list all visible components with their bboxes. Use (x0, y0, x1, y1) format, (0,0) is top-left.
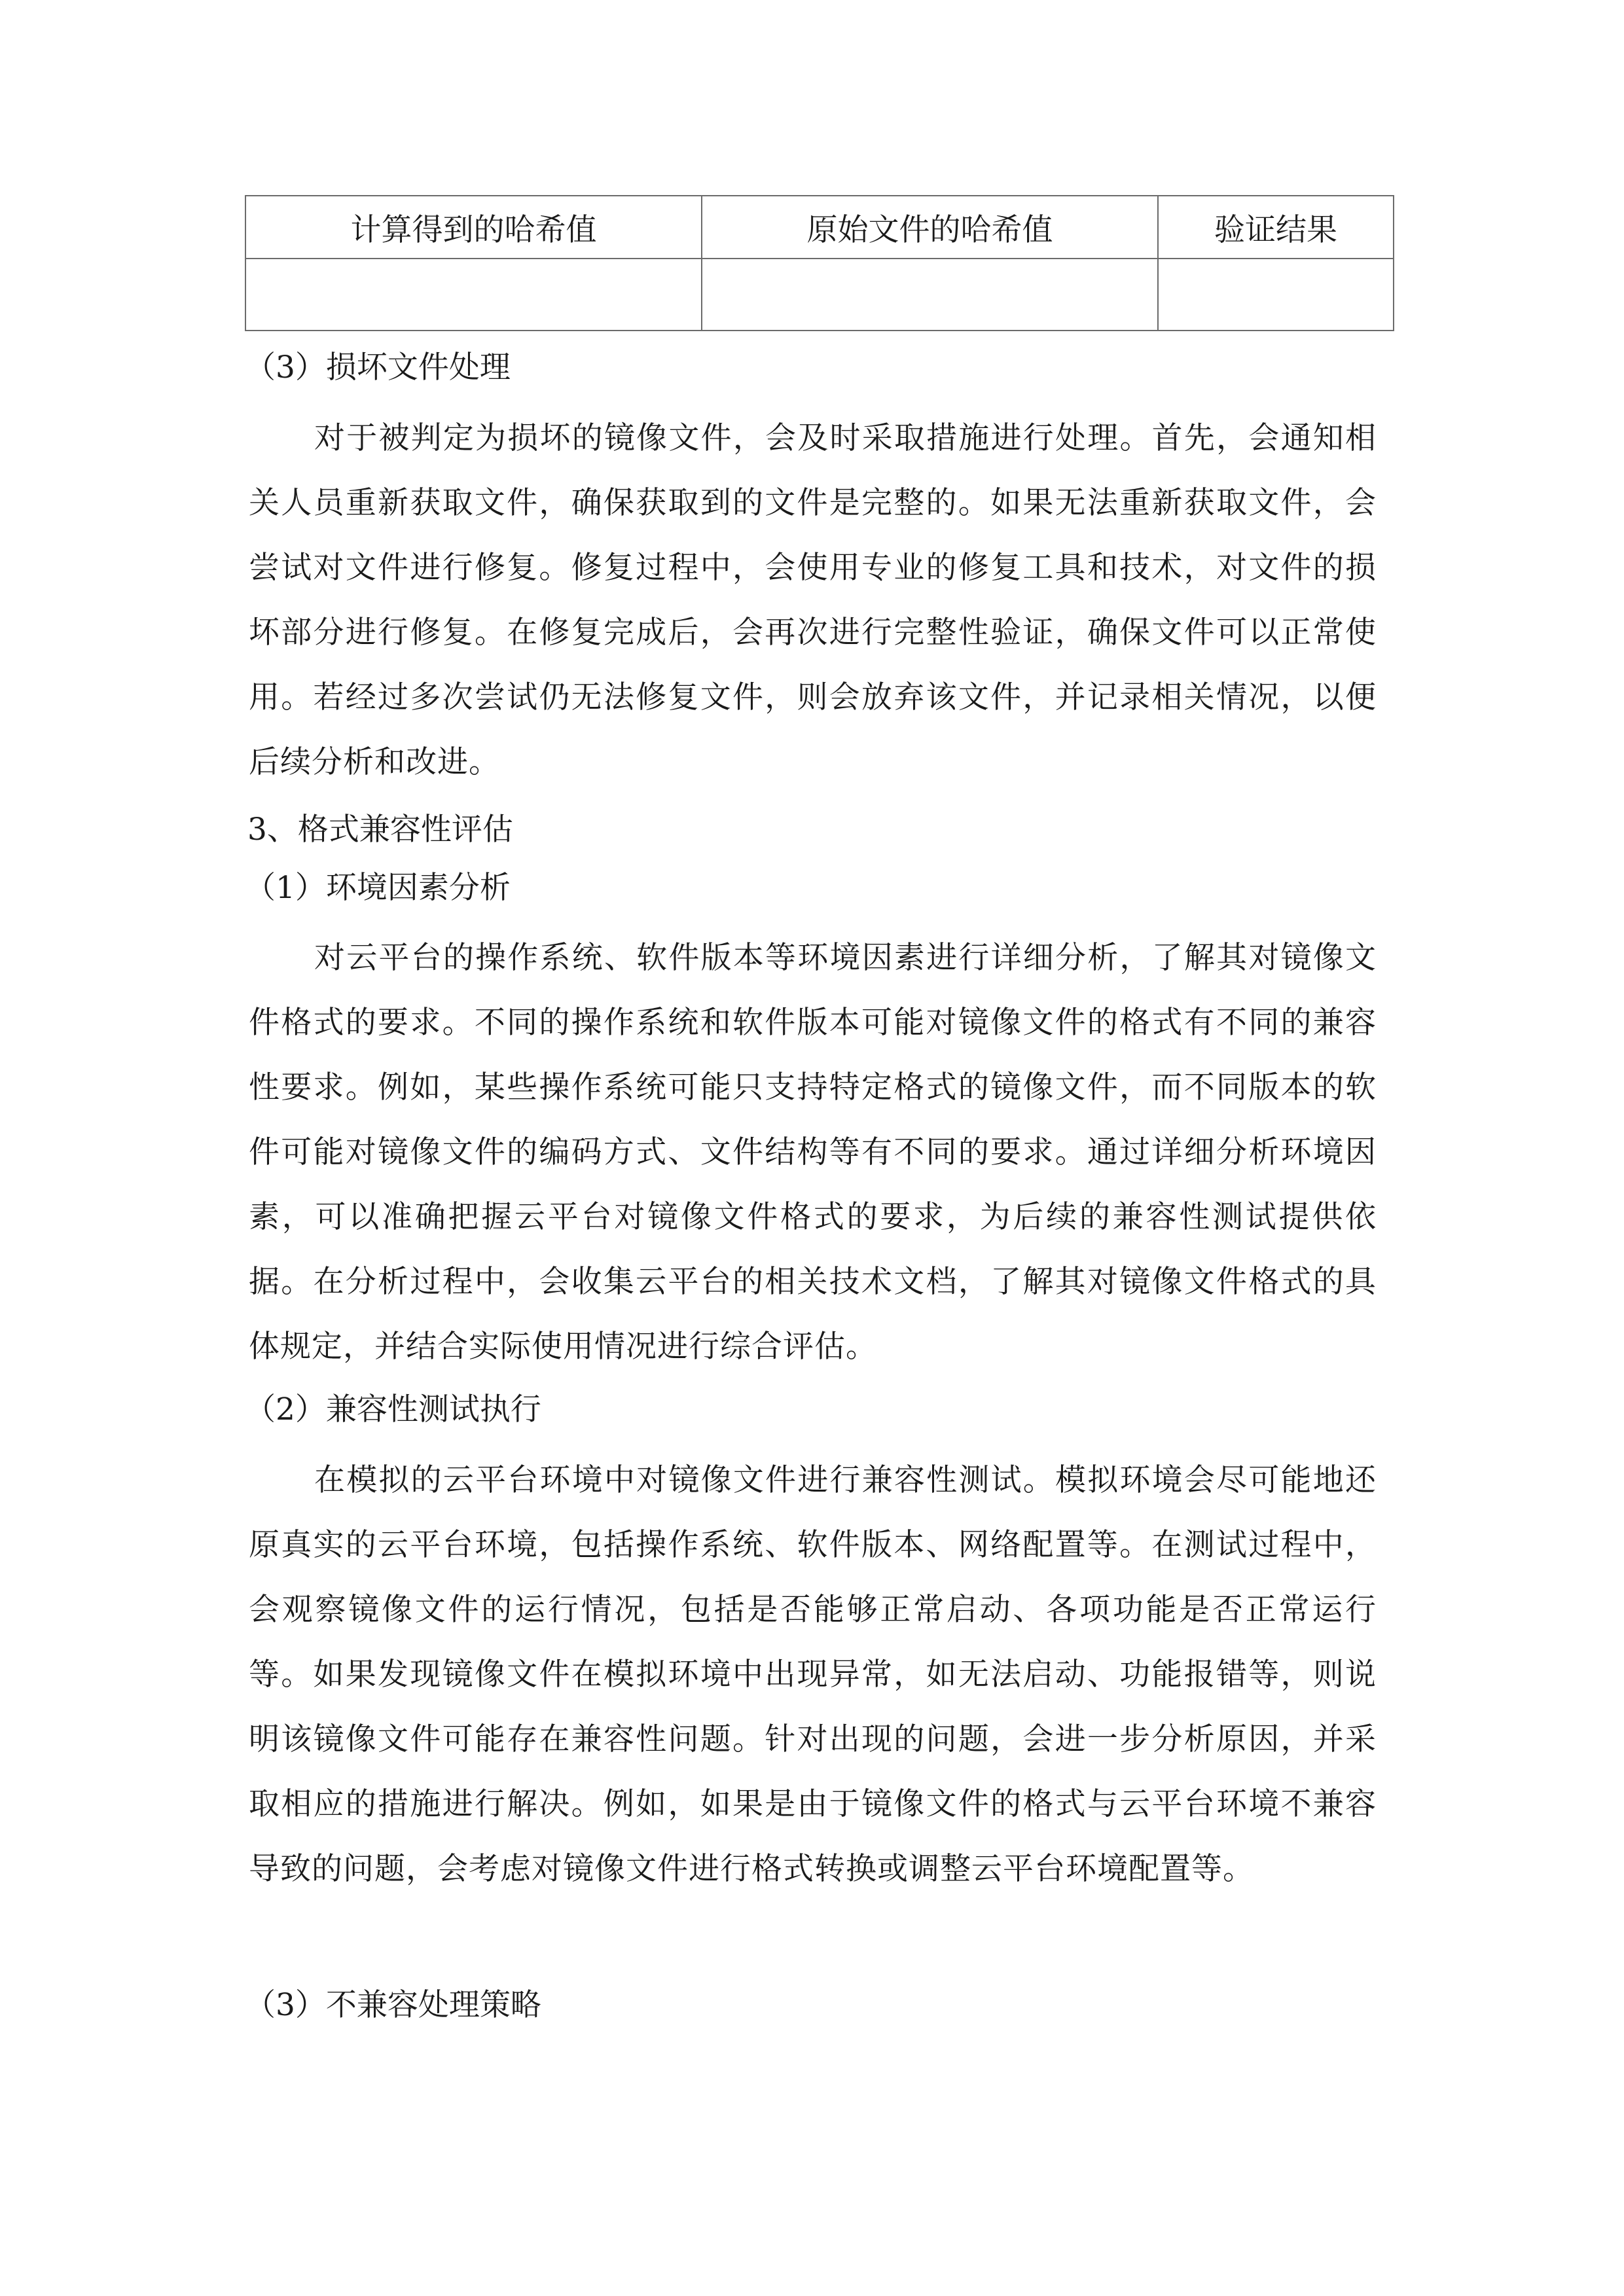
cell-original-hash (702, 259, 1158, 331)
compat-test-paragraph: 在模拟的云平台环境中对镜像文件进行兼容性测试。模拟环境会尽可能地还原真实的云平台环境，包括操作系统、软件版本、网络配置等。在测试过程中，会观察镜像文件的运行情况，包括是否能够正常启动、各项功能是否正常运行等。如果发现镜像文件在模拟环境中出现异常，如无法启动、功能报错等，则说明该镜像文件可能存在兼容性问题。针对出现的问题，会进一步分析原因，并采取相应的措施进行解决。例如，如果是由于镜像文件的格式与云平台环境不兼容导致的问题，会考虑对镜像文件进行格式转换或调整云平台环境配置等。 (249, 1462, 1377, 1887)
table-row (245, 259, 1394, 331)
env-factor-heading: （1）环境因素分析 (245, 870, 511, 906)
compat-test-heading: （2）兼容性测试执行 (245, 1391, 541, 1427)
incompat-strategy-heading: （3）不兼容处理策略 (245, 1987, 541, 2023)
header-computed-hash: 计算得到的哈希值 (245, 196, 702, 259)
env-factor-paragraph: 对云平台的操作系统、软件版本等环境因素进行详细分析，了解其对镜像文件格式的要求。不同的操作系统和软件版本可能对镜像文件的格式有不同的兼容性要求。例如，某些操作系统可能只支持特定格式的镜像文件，而不同版本的软件可能对镜像文件的编码方式、文件结构等有不同的要求。通过详细分析环境因素，可以准确把握云平台对镜像文件格式的要求，为后续的兼容性测试提供依据。在分析过程中，会收集云平台的相关技术文档，了解其对镜像文件格式的具体规定，并结合实际使用情况进行综合评估。 (249, 940, 1377, 1365)
header-verification-result: 验证结果 (1158, 196, 1394, 259)
hash-verification-table (245, 195, 1394, 331)
cell-computed-hash (245, 259, 702, 331)
damaged-file-heading: （3）损坏文件处理 (245, 350, 511, 386)
format-compat-heading: 3、格式兼容性评估 (247, 812, 513, 848)
damaged-file-paragraph: 对于被判定为损坏的镜像文件，会及时采取措施进行处理。首先，会通知相关人员重新获取文件，确保获取到的文件是完整的。如果无法重新获取文件，会尝试对文件进行修复。修复过程中，会使用专业的修复工具和技术，对文件的损坏部分进行修复。在修复完成后，会再次进行完整性验证，确保文件可以正常使用。若经过多次尝试仍无法修复文件，则会放弃该文件，并记录相关情况，以便后续分析和改进。 (249, 420, 1377, 780)
header-original-hash: 原始文件的哈希值 (702, 196, 1158, 259)
table-header-row (245, 196, 1394, 259)
cell-verification-result (1158, 259, 1394, 331)
